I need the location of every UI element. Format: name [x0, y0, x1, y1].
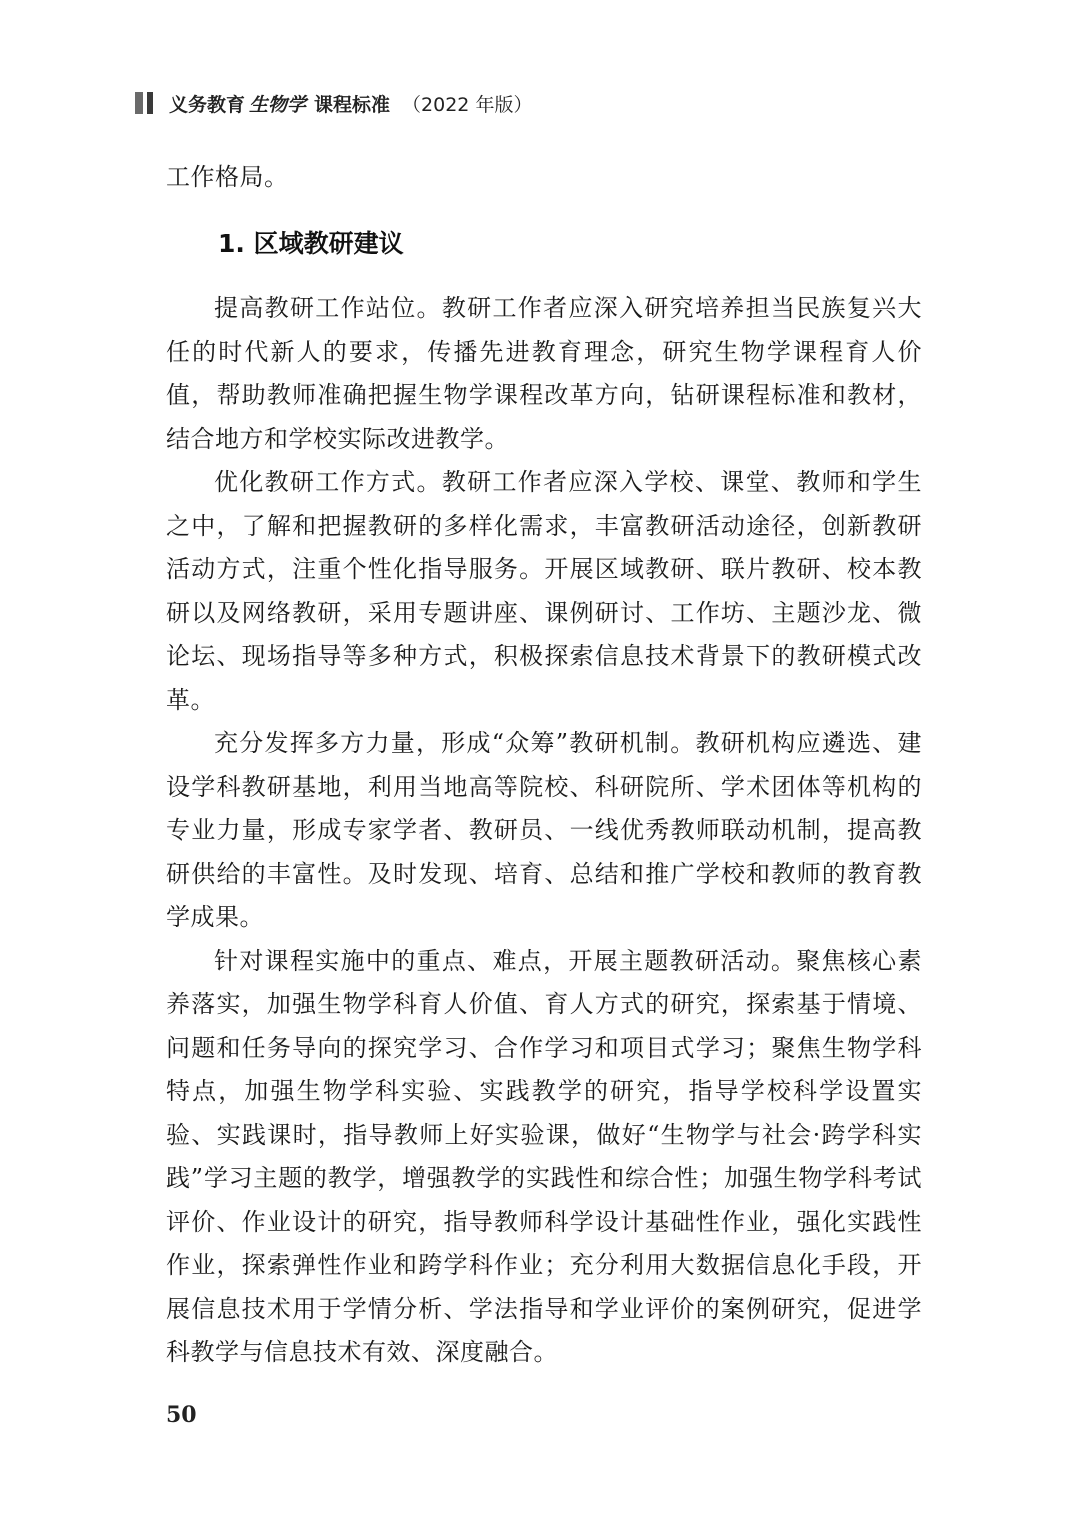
- paragraph-1: 提高教研工作站位。教研工作者应深入研究培养担当民族复兴大任的时代新人的要求，传播先进教育理念，研究生物学课程育人价值，帮助教师准确把握生物学课程改革方向，钻研课程标准和教材，结合地方和学校实际改进教学。: [166, 294, 922, 453]
- continuation-text: 工作格局。: [166, 163, 289, 191]
- header-bar-mark-light: [135, 92, 143, 114]
- paragraph-3: 充分发挥多方力量，形成“众筹”教研机制。教研机构应遴选、建设学科教研基地，利用当地高等院校、科研院所、学术团体等机构的专业力量，形成专家学者、教研员、一线优秀教师联动机制，提高教研供给的丰富性。及时发现、培育、总结和推广学校和教师的教育教学成果。: [166, 729, 922, 931]
- header-prefix: 义务教育: [169, 93, 246, 116]
- header-subject: 生物学: [249, 93, 307, 116]
- header-bar-mark-dark: [147, 92, 153, 114]
- paragraph-2: 优化教研工作方式。教研工作者应深入学校、课堂、教师和学生之中，了解和把握教研的多样化需求，丰富教研活动途径，创新教研活动方式，注重个性化指导服务。开展区域教研、联片教研、校本教研以及网络教研，采用专题讲座、课例研讨、工作坊、主题沙龙、微论坛、现场指导等多种方式，积极探索信息技术背景下的教研模式改革。: [166, 468, 922, 714]
- header-title: 课程标准: [314, 93, 391, 116]
- header-bar-marks: [135, 92, 157, 114]
- paragraph-4: 针对课程实施中的重点、难点，开展主题教研活动。聚焦核心素养落实，加强生物学科育人价值、育人方式的研究，探索基于情境、问题和任务导向的探究学习、合作学习和项目式学习；聚焦生物学科特点，加强生物学科实验、实践教学的研究，指导学校科学设置实验、实践课时，指导教师上好实验课，做好“生物学与社会·跨学科实践”学习主题的教学，增强教学的实践性和综合性；加强生物学科考试评价、作业设计的研究，指导教师科学设计基础性作业，强化实践性作业，探索弹性作业和跨学科作业；充分利用大数据信息化手段，开展信息技术用于学情分析、学法指导和学业评价的案例研究，促进学科教学与信息技术有效、深度融合。: [166, 946, 922, 1366]
- page-body: [166, 156, 922, 1375]
- section-heading: 1. 区域教研建议: [218, 228, 404, 258]
- running-header: [135, 88, 532, 118]
- page-number: 50: [166, 1402, 197, 1428]
- header-edition: （2022 年版）: [402, 93, 533, 116]
